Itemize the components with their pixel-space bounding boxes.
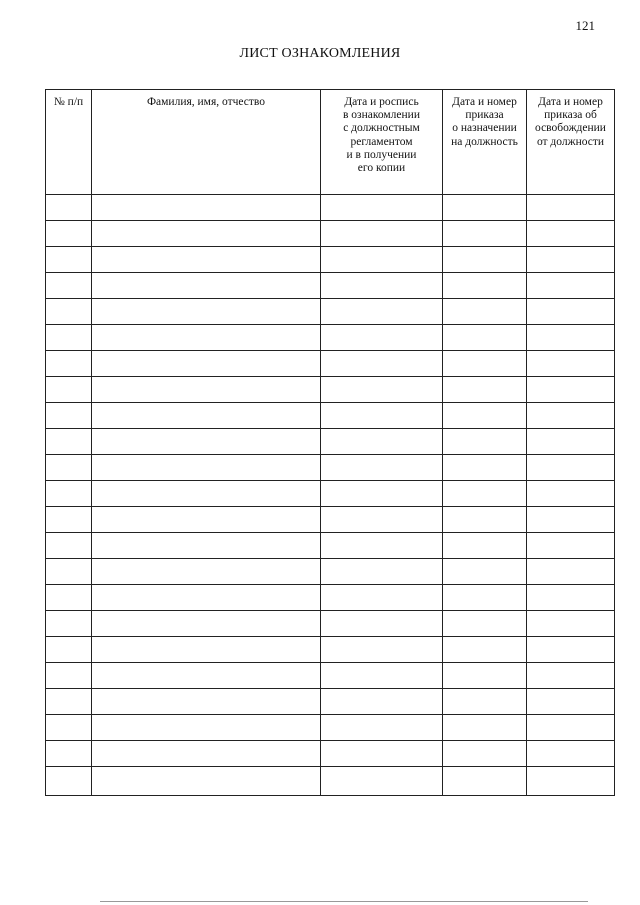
- cell-full-name: [92, 637, 321, 663]
- table-row: [46, 403, 615, 429]
- cell-full-name: [92, 559, 321, 585]
- cell-signature-date: [321, 767, 443, 796]
- table-row: [46, 663, 615, 689]
- table-row: [46, 429, 615, 455]
- cell-appointment-order: [443, 611, 527, 637]
- header-full-name: Фамилия, имя, отчество: [92, 90, 321, 195]
- cell-dismissal-order: [527, 507, 615, 533]
- cell-appointment-order: [443, 221, 527, 247]
- cell-full-name: [92, 247, 321, 273]
- cell-dismissal-order: [527, 195, 615, 221]
- table-row: [46, 741, 615, 767]
- cell-signature-date: [321, 533, 443, 559]
- cell-full-name: [92, 741, 321, 767]
- cell-number: [46, 741, 92, 767]
- cell-signature-date: [321, 351, 443, 377]
- cell-signature-date: [321, 637, 443, 663]
- cell-number: [46, 377, 92, 403]
- table-row: [46, 221, 615, 247]
- cell-number: [46, 507, 92, 533]
- cell-appointment-order: [443, 585, 527, 611]
- cell-full-name: [92, 351, 321, 377]
- cell-full-name: [92, 611, 321, 637]
- table-row: [46, 637, 615, 663]
- page-number: 121: [575, 18, 595, 33]
- header-number: № п/п: [46, 90, 92, 195]
- cell-number: [46, 689, 92, 715]
- table-row: [46, 481, 615, 507]
- cell-signature-date: [321, 247, 443, 273]
- cell-appointment-order: [443, 351, 527, 377]
- cell-full-name: [92, 221, 321, 247]
- cell-number: [46, 637, 92, 663]
- cell-signature-date: [321, 689, 443, 715]
- table-row: [46, 247, 615, 273]
- cell-full-name: [92, 533, 321, 559]
- cell-appointment-order: [443, 403, 527, 429]
- cell-number: [46, 247, 92, 273]
- cell-full-name: [92, 689, 321, 715]
- table-row: [46, 559, 615, 585]
- cell-signature-date: [321, 663, 443, 689]
- cell-dismissal-order: [527, 637, 615, 663]
- cell-number: [46, 559, 92, 585]
- cell-appointment-order: [443, 325, 527, 351]
- cell-full-name: [92, 429, 321, 455]
- cell-dismissal-order: [527, 533, 615, 559]
- document-title: ЛИСТ ОЗНАКОМЛЕНИЯ: [239, 46, 401, 61]
- cell-signature-date: [321, 221, 443, 247]
- cell-full-name: [92, 663, 321, 689]
- cell-number: [46, 299, 92, 325]
- cell-dismissal-order: [527, 273, 615, 299]
- cell-appointment-order: [443, 741, 527, 767]
- cell-signature-date: [321, 325, 443, 351]
- cell-dismissal-order: [527, 455, 615, 481]
- acknowledgement-table: [45, 89, 615, 796]
- table-row: [46, 533, 615, 559]
- cell-dismissal-order: [527, 481, 615, 507]
- cell-appointment-order: [443, 299, 527, 325]
- cell-full-name: [92, 507, 321, 533]
- cell-signature-date: [321, 299, 443, 325]
- cell-appointment-order: [443, 507, 527, 533]
- cell-signature-date: [321, 741, 443, 767]
- cell-number: [46, 767, 92, 796]
- cell-appointment-order: [443, 247, 527, 273]
- cell-dismissal-order: [527, 247, 615, 273]
- cell-number: [46, 611, 92, 637]
- cell-number: [46, 429, 92, 455]
- table-row: [46, 767, 615, 796]
- cell-full-name: [92, 273, 321, 299]
- cell-dismissal-order: [527, 767, 615, 796]
- cell-number: [46, 481, 92, 507]
- cell-full-name: [92, 195, 321, 221]
- cell-dismissal-order: [527, 429, 615, 455]
- table-row: [46, 715, 615, 741]
- cell-appointment-order: [443, 429, 527, 455]
- cell-number: [46, 403, 92, 429]
- cell-full-name: [92, 481, 321, 507]
- cell-appointment-order: [443, 663, 527, 689]
- cell-full-name: [92, 403, 321, 429]
- cell-appointment-order: [443, 481, 527, 507]
- cell-appointment-order: [443, 377, 527, 403]
- header-signature-date: Дата и роспись в ознакомлении с должностным регламентом и в получении его копии: [321, 90, 443, 195]
- table-row: [46, 273, 615, 299]
- cell-dismissal-order: [527, 559, 615, 585]
- cell-dismissal-order: [527, 715, 615, 741]
- cell-full-name: [92, 715, 321, 741]
- table-row: [46, 351, 615, 377]
- cell-number: [46, 195, 92, 221]
- cell-full-name: [92, 585, 321, 611]
- cell-signature-date: [321, 507, 443, 533]
- cell-full-name: [92, 325, 321, 351]
- cell-signature-date: [321, 585, 443, 611]
- cell-number: [46, 663, 92, 689]
- cell-number: [46, 221, 92, 247]
- header-dismissal-order: Дата и номер приказа об освобождении от должности: [527, 90, 615, 195]
- cell-dismissal-order: [527, 377, 615, 403]
- cell-signature-date: [321, 429, 443, 455]
- cell-number: [46, 715, 92, 741]
- table-row: [46, 455, 615, 481]
- cell-appointment-order: [443, 273, 527, 299]
- table-row: [46, 325, 615, 351]
- cell-signature-date: [321, 273, 443, 299]
- table-header-row: [46, 90, 615, 195]
- cell-full-name: [92, 767, 321, 796]
- table-row: [46, 507, 615, 533]
- cell-appointment-order: [443, 455, 527, 481]
- cell-number: [46, 351, 92, 377]
- cell-number: [46, 585, 92, 611]
- cell-appointment-order: [443, 533, 527, 559]
- cell-appointment-order: [443, 689, 527, 715]
- table-row: [46, 377, 615, 403]
- cell-dismissal-order: [527, 585, 615, 611]
- cell-dismissal-order: [527, 741, 615, 767]
- table-row: [46, 585, 615, 611]
- cell-signature-date: [321, 377, 443, 403]
- cell-signature-date: [321, 481, 443, 507]
- cell-dismissal-order: [527, 611, 615, 637]
- cell-dismissal-order: [527, 325, 615, 351]
- header-appointment-order: Дата и номер приказа о назначении на должность: [443, 90, 527, 195]
- cell-signature-date: [321, 195, 443, 221]
- table-body: [46, 195, 615, 796]
- cell-appointment-order: [443, 195, 527, 221]
- cell-number: [46, 273, 92, 299]
- page-bottom-line: [100, 901, 588, 902]
- cell-dismissal-order: [527, 689, 615, 715]
- cell-full-name: [92, 299, 321, 325]
- cell-full-name: [92, 377, 321, 403]
- cell-signature-date: [321, 559, 443, 585]
- cell-number: [46, 325, 92, 351]
- cell-appointment-order: [443, 715, 527, 741]
- cell-signature-date: [321, 611, 443, 637]
- cell-full-name: [92, 455, 321, 481]
- table-row: [46, 195, 615, 221]
- cell-dismissal-order: [527, 221, 615, 247]
- cell-number: [46, 455, 92, 481]
- cell-dismissal-order: [527, 351, 615, 377]
- cell-signature-date: [321, 403, 443, 429]
- table-row: [46, 611, 615, 637]
- cell-appointment-order: [443, 637, 527, 663]
- cell-dismissal-order: [527, 403, 615, 429]
- table-row: [46, 689, 615, 715]
- table-row: [46, 299, 615, 325]
- cell-number: [46, 533, 92, 559]
- cell-appointment-order: [443, 559, 527, 585]
- cell-dismissal-order: [527, 663, 615, 689]
- cell-appointment-order: [443, 767, 527, 796]
- cell-dismissal-order: [527, 299, 615, 325]
- cell-signature-date: [321, 715, 443, 741]
- cell-signature-date: [321, 455, 443, 481]
